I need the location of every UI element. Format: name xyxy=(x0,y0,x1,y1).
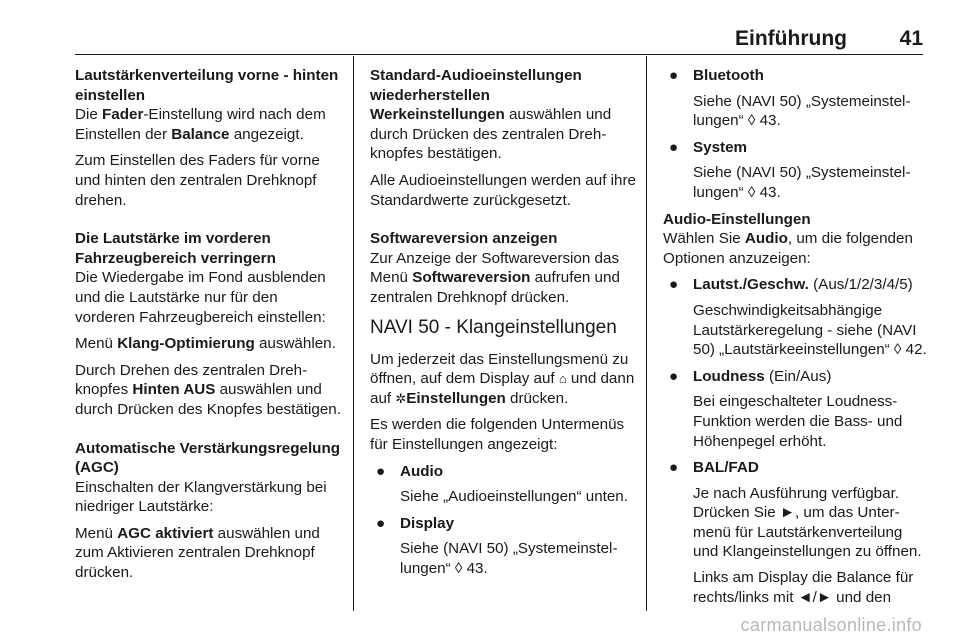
section-heading-reset: Standard-Audioeinstellungen wiederherstellen xyxy=(370,67,582,104)
column-1 xyxy=(75,66,341,590)
chapter-title: Einführung xyxy=(735,27,847,50)
settings-icon: ✲ xyxy=(395,390,407,406)
paragraph: Durch Drehen des zentralen Drehknopfes Hinten AUS auswählen und durch Drücken des Knopfes bestätigen. xyxy=(75,361,341,418)
section-heading-software: Softwareversion anzeigen xyxy=(370,230,558,248)
section-title-navi50: NAVI 50 - Klangeinstellungen xyxy=(370,316,617,338)
list-item: ● Audio Siehe „Audioeinstellungen“ unten. xyxy=(376,462,628,506)
section-heading-fader: Lautstärkenverteilung vorne - hinten einstellen xyxy=(75,67,339,104)
paragraph: Zur Anzeige der Softwareversion das Menü Softwareversion aufrufen und zentralen Drehknopf drücken. xyxy=(370,249,620,306)
list-item: ● Lautst./Geschw. (Aus/1/2/3/4/5) Geschwindigkeitsabhängige Lautstärkeregelung - siehe (NAVI 50) „Lautstärkeeinstellungen“ ◊ 42. xyxy=(669,276,927,359)
paragraph: Menü Klang-Optimierung auswählen. xyxy=(75,335,336,353)
bullet-icon: ● xyxy=(376,514,386,532)
paragraph: Wählen Sie Audio, um die folgenden Optionen anzuzeigen: xyxy=(663,230,913,267)
bullet-icon: ● xyxy=(669,459,679,477)
paragraph: Menü AGC aktiviert auswählen und zum Aktivieren zentralen Drehknopf drücken. xyxy=(75,524,320,582)
column-divider-1 xyxy=(353,56,354,611)
column-divider-2 xyxy=(646,56,647,611)
bullet-icon: ● xyxy=(669,367,679,385)
home-icon: ⌂ xyxy=(558,371,567,387)
paragraph: Es werden die folgenden Untermenüs für Einstellungen angezeigt: xyxy=(370,416,625,453)
bullet-icon: ● xyxy=(376,462,386,480)
column-3 xyxy=(663,66,929,614)
list-item: ● Display Siehe (NAVI 50) „Systemeinstellungen“ ◊ 43. xyxy=(376,514,618,577)
bullet-icon: ● xyxy=(669,276,679,294)
page-header xyxy=(75,26,923,54)
bullet-icon: ● xyxy=(669,67,679,84)
paragraph: Einschalten der Klangverstärkung bei niedriger Lautstärke: xyxy=(75,478,327,516)
paragraph: Die Wiedergabe im Fond ausblenden und die Lautstärke nur für den vorderen Fahrzeugbereich einstellen: xyxy=(75,269,326,326)
paragraph: Alle Audioeinstellungen werden auf ihre Standardwerte zurückgesetzt. xyxy=(370,171,636,209)
paragraph: Um jederzeit das Einstellungsmenü zu öffnen, auf dem Display auf ⌂ und dann auf ✲Einstellungen drücken. xyxy=(370,350,635,407)
list-item: ● Bluetooth Siehe (NAVI 50) „Systemeinstellungen“ ◊ 43. xyxy=(669,67,911,130)
section-heading-audio: Audio-Einstellungen xyxy=(663,210,811,228)
paragraph: Werkeinstellungen auswählen und durch Drücken des zentralen Drehknopfes bestätigen. xyxy=(370,106,612,163)
list-item: ● BAL/FAD Je nach Ausführung verfügbar. Drücken Sie ►, um das Untermenü für Lautstärkenverteilung und Klangeinstellungen zu öffnen. Links am Display die Balance für rechts/links mit ◄/► und den xyxy=(669,459,922,606)
list-item: ● Loudness (Ein/Aus) Bei eingeschalteter Loudness-Funktion werden die Bass- und Höhenpegel erhöht. xyxy=(669,367,903,450)
paragraph: Zum Einstellen des Faders für vorne und hinten den zentralen Drehknopf drehen. xyxy=(75,152,320,209)
column-2 xyxy=(370,66,636,585)
paragraph: Die Fader-Einstellung wird nach dem Einstellen der Balance angezeigt. xyxy=(75,106,326,143)
section-heading-front-volume: Die Lautstärke im vorderen Fahrzeugbereich verringern xyxy=(75,230,276,267)
bullet-icon: ● xyxy=(669,138,679,156)
header-divider xyxy=(75,54,923,55)
section-heading-agc: Automatische Verstärkungsregelung (AGC) xyxy=(75,439,341,477)
watermark: carmanualsonline.info xyxy=(740,615,922,635)
list-item: ● System Siehe (NAVI 50) „Systemeinstellungen“ ◊ 43. xyxy=(669,138,911,201)
page-number: 41 xyxy=(899,27,923,50)
